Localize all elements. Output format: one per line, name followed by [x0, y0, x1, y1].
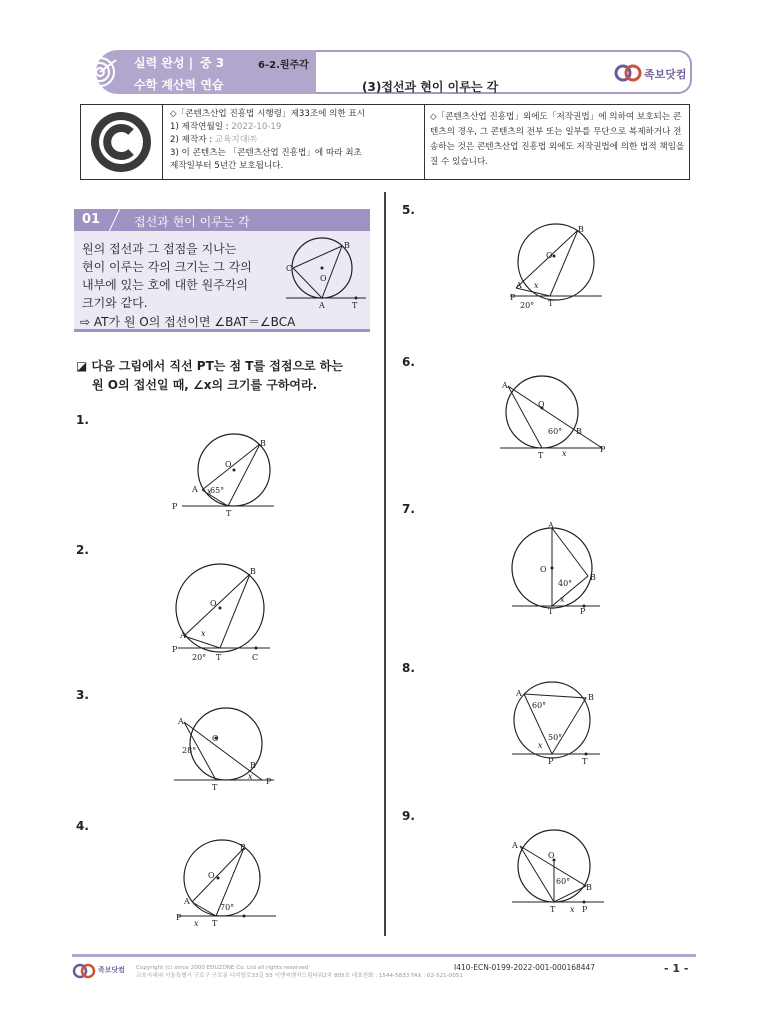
- problem-diagram-2: [170, 562, 280, 666]
- svg-text:x: x: [207, 487, 212, 496]
- svg-text:A: A: [178, 717, 184, 726]
- svg-text:B: B: [586, 883, 592, 892]
- concept-rule: ⇨ AT가 원 O의 접선이면 ∠BAT＝∠BCA: [80, 315, 296, 329]
- svg-text:O: O: [538, 400, 545, 409]
- footer-copyright: Copyright (c) since 2000 EDUZONE Co. Ltd all rights reserved 교육지대㈜ 서울특별시 구로구 구로동 디지털로33길 55 이앤씨벤처드림타워2차 805호 대표전화 : 1544-5833 FAX : 02-521-0051: [136, 965, 463, 979]
- problem-diagram-3: [170, 706, 280, 792]
- copyright-date: 1) 제작연월일 : 2022-10-19: [170, 122, 282, 132]
- copyright-divider: [162, 104, 163, 180]
- problem-number: 7.: [402, 502, 415, 516]
- problem-diagram-8: [508, 680, 608, 770]
- copyright-divider: [424, 104, 425, 180]
- footer-logo-icon: [72, 962, 96, 980]
- problem-number: 3.: [76, 688, 89, 702]
- svg-text:T: T: [212, 783, 218, 792]
- given-angle: 40°: [558, 579, 573, 588]
- svg-text:x: x: [194, 919, 199, 928]
- svg-text:T: T: [212, 919, 218, 928]
- brand-logo-text: 족보닷컴: [644, 68, 687, 81]
- chapter-label: 6-2.원주각: [258, 60, 309, 71]
- svg-text:O: O: [208, 871, 215, 880]
- problem-number: 9.: [402, 809, 415, 823]
- problem-diagram-6: [496, 374, 612, 458]
- svg-text:A: A: [548, 521, 554, 530]
- svg-text:T: T: [550, 905, 556, 914]
- svg-text:A: A: [502, 381, 508, 390]
- problem-diagram-5: [506, 222, 606, 314]
- problem-number: 4.: [76, 819, 89, 833]
- svg-text:B: B: [578, 225, 584, 234]
- svg-text:T: T: [548, 607, 554, 616]
- svg-text:x: x: [534, 281, 539, 290]
- problem-diagram-1: [168, 432, 278, 518]
- problem-diagram-9: [508, 828, 608, 918]
- svg-text:O: O: [210, 599, 217, 608]
- problem-number: 2.: [76, 543, 89, 557]
- svg-text:A: A: [192, 485, 198, 494]
- svg-text:O: O: [540, 565, 547, 574]
- problem-number: 5.: [402, 203, 415, 217]
- svg-text:x: x: [538, 741, 543, 750]
- given-angle: 65°: [210, 486, 225, 495]
- copyright-line: ◇「콘텐츠산업 진흥법 시행령」제33조에 의한 표시: [170, 109, 366, 119]
- concept-title: 접선과 현이 이루는 각: [134, 215, 250, 229]
- given-angle: 60°: [548, 427, 563, 436]
- level-label: 실력 완성 |: [134, 56, 194, 70]
- svg-text:O: O: [320, 274, 327, 283]
- svg-text:B: B: [240, 843, 246, 852]
- svg-text:x: x: [562, 449, 567, 458]
- svg-text:O: O: [225, 460, 232, 469]
- svg-text:x: x: [201, 629, 206, 638]
- svg-text:T: T: [216, 653, 222, 662]
- concept-diagram: [282, 236, 368, 310]
- section-title: (3)접선과 현이 이루는 각: [362, 80, 499, 94]
- brand-logo-icon: [614, 62, 642, 84]
- concept-text: 현이 이루는 각의 크기는 그 각의: [82, 260, 252, 274]
- given-angle: 60°: [556, 877, 571, 886]
- svg-text:O: O: [546, 251, 553, 260]
- given-angle: 28°: [182, 746, 197, 755]
- svg-text:P: P: [510, 293, 516, 302]
- given-angle: 20°: [192, 653, 207, 662]
- footer-logo-text: 족보닷컴: [98, 966, 126, 974]
- svg-text:P: P: [580, 607, 586, 616]
- svg-text:P: P: [600, 445, 606, 454]
- target-badge-icon: [80, 52, 124, 92]
- copyright-line: 3) 이 콘텐츠는 「콘텐츠산업 진흥법」에 따라 최초: [170, 148, 362, 158]
- copyright-c-icon: [86, 108, 156, 176]
- footer-code: I410-ECN-0199-2022-001-000168447: [454, 963, 596, 972]
- series-label: 수학 계산력 연습: [134, 78, 224, 92]
- page-number: - 1 -: [664, 962, 689, 975]
- svg-text:A: A: [516, 689, 522, 698]
- svg-text:T: T: [548, 299, 554, 308]
- svg-text:A: A: [184, 897, 190, 906]
- svg-text:O: O: [212, 734, 219, 743]
- svg-text:x: x: [248, 772, 253, 781]
- svg-text:T: T: [582, 757, 588, 766]
- svg-text:T: T: [352, 301, 358, 310]
- svg-text:C: C: [252, 653, 259, 662]
- svg-text:P: P: [582, 905, 588, 914]
- problem-number: 1.: [76, 413, 89, 427]
- svg-text:B: B: [576, 427, 582, 436]
- grade-label: 중 3: [200, 56, 225, 70]
- svg-text:A: A: [180, 631, 186, 640]
- svg-text:B: B: [260, 439, 266, 448]
- concept-text: 원의 접선과 그 접점을 지나는: [82, 242, 237, 256]
- concept-text: 크기와 같다.: [82, 296, 148, 310]
- given-angle: 20°: [520, 301, 535, 310]
- problem-number: 6.: [402, 355, 415, 369]
- svg-text:P: P: [266, 777, 272, 786]
- given-angle: 50°: [548, 733, 563, 742]
- svg-text:A: A: [512, 841, 518, 850]
- concept-text: 내부에 있는 호에 대한 원주각의: [82, 278, 248, 292]
- given-angle: 70°: [220, 903, 235, 912]
- svg-text:P: P: [172, 645, 178, 654]
- svg-text:O: O: [548, 851, 555, 860]
- problem-diagram-7: [508, 520, 604, 616]
- svg-text:T: T: [226, 509, 232, 518]
- copyright-notice: ◇「콘텐츠산업 진흥법」외에도「저작권법」에 의하여 보호되는 콘텐츠의 경우, 그 콘텐츠의 전부 또는 일부를 무단으로 복제하거나 전송하는 것은 콘텐츠산업 진흥법 외에도 저작권법에 의한 법적 책임을 질 수 있습니다.: [430, 112, 685, 167]
- svg-text:P: P: [172, 502, 178, 511]
- given-angle: 60°: [532, 701, 547, 710]
- instruction-line: 원 O의 접선일 때, ∠x의 크기를 구하여라.: [92, 378, 318, 392]
- problem-diagram-4: [172, 838, 282, 930]
- svg-text:C: C: [286, 264, 293, 273]
- svg-text:B: B: [250, 567, 256, 576]
- svg-text:x: x: [570, 905, 575, 914]
- svg-text:B: B: [590, 573, 596, 582]
- concept-bottom-bar: [74, 329, 370, 332]
- copyright-maker: 2) 제작자 : 교육지대㈜: [170, 135, 257, 145]
- copyright-line: 제작일부터 5년간 보호됩니다.: [170, 161, 284, 171]
- svg-text:T: T: [538, 451, 544, 458]
- svg-text:B: B: [588, 693, 594, 702]
- svg-text:A: A: [516, 281, 522, 290]
- svg-text:A: A: [319, 301, 325, 310]
- footer-divider: [72, 954, 696, 957]
- problem-number: 8.: [402, 661, 415, 675]
- instruction-line: ◪ 다음 그림에서 직선 PT는 점 T를 접점으로 하는: [76, 359, 343, 373]
- column-divider: [384, 192, 386, 936]
- svg-text:B: B: [344, 241, 350, 250]
- svg-text:B: B: [250, 761, 256, 770]
- svg-text:x: x: [560, 595, 565, 604]
- svg-text:P: P: [548, 757, 554, 766]
- svg-text:P: P: [176, 913, 182, 922]
- concept-number: 01: [82, 212, 101, 227]
